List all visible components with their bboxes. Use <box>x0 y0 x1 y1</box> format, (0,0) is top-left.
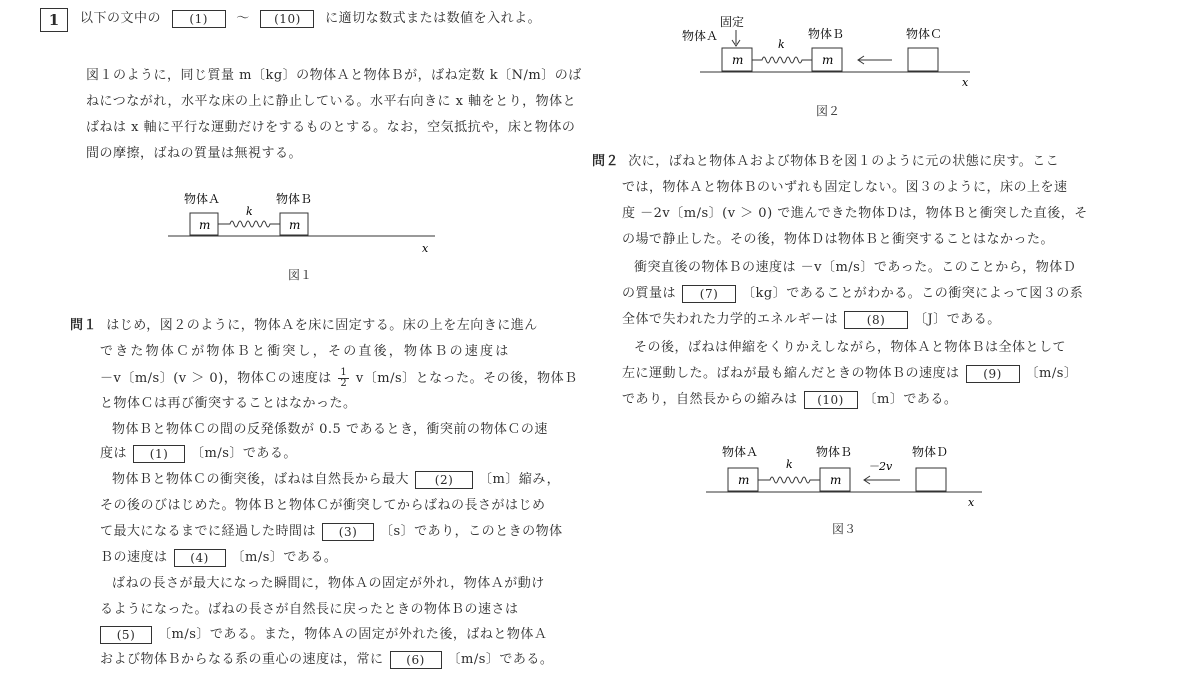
answer-box-last[interactable]: (10) <box>260 10 314 28</box>
q2-text-1: 次に，ばねと物体Ａおよび物体Ｂを図１のように元の状態に戻す。ここ <box>628 154 1060 169</box>
fig3-caption: 図３ <box>832 522 857 536</box>
answer-box-4[interactable]: (4) <box>174 549 226 567</box>
q1-line-7 <box>112 470 560 490</box>
setup-line-4: 間の摩擦，ばねの質量は無視する。 <box>86 146 303 161</box>
fig2-mass-a: m <box>732 53 744 67</box>
q1-text-10a: Ｂの速度は <box>100 550 168 565</box>
q2-text-9b: 〔m/s〕 <box>1025 366 1078 381</box>
answer-box-8[interactable]: (8) <box>844 311 908 329</box>
q2-line-2: では，物体Ａと物体Ｂのいずれも固定しない。図３のように，床の上を速 <box>622 180 1068 195</box>
setup-line-3: ばねは x 軸に平行な運動だけをするものとする。なお，空気抵抗や，床と物体の <box>86 120 576 135</box>
q1-line-3 <box>100 368 578 389</box>
instruction <box>80 9 541 29</box>
fig2-mass-b: m <box>822 53 834 67</box>
tilde: 〜 <box>236 11 250 26</box>
problem-number: 1 <box>40 8 68 32</box>
q1-line-2: できた物体Ｃが物体Ｂと衝突し，その直後，物体Ｂの速度は <box>100 344 511 359</box>
answer-box-1[interactable]: (1) <box>133 445 185 463</box>
answer-box-5[interactable]: (5) <box>100 626 152 644</box>
q1-label: 問１ <box>70 318 98 333</box>
fraction-denominator: 2 <box>340 378 348 389</box>
q2-line-5: 衝突直後の物体Ｂの速度は －v〔m/s〕であった。このことから，物体Ｄ <box>634 260 1077 275</box>
q1-text-9a: て最大になるまでに経過した時間は <box>100 524 317 539</box>
fig2-spring-label: k <box>778 38 785 51</box>
q1-text-3b: v〔m/s〕となった。その後，物体Ｂ <box>355 371 578 386</box>
fig2-label-c: 物体Ｃ <box>906 27 943 41</box>
q1-line-6 <box>100 444 297 464</box>
q1-text-7a: 物体Ｂと物体Ｃの衝突後，ばねは自然長から最大 <box>112 472 410 487</box>
fig3-label-b: 物体Ｂ <box>816 445 853 459</box>
fig2-axis-label: x <box>962 76 969 89</box>
q2-line-6 <box>622 284 1083 304</box>
answer-box-6[interactable]: (6) <box>390 651 442 669</box>
answer-box-3[interactable]: (3) <box>322 523 374 541</box>
q2-label: 問２ <box>592 154 620 169</box>
q1-text-14b: 〔m/s〕である。 <box>447 652 554 667</box>
fig1-caption: 図１ <box>288 268 313 282</box>
q2-text-9a: 左に運動した。ばねが最も縮んだときの物体Ｂの速度は <box>622 366 960 381</box>
fig2-spring <box>752 57 812 63</box>
fig1-spring <box>218 221 280 227</box>
fig2-block-c <box>908 48 938 71</box>
q1-line-11: ばねの長さが最大になった瞬間に，物体Ａの固定が外れ，物体Ａが動け <box>112 576 545 591</box>
q2-text-10a: であり，自然長からの縮みは <box>622 392 798 407</box>
fig2-fixed-label: 固定 <box>720 15 745 29</box>
q2-line-7 <box>622 310 1001 330</box>
q1-line-9 <box>100 522 563 542</box>
fig3-spring-label: k <box>786 458 793 471</box>
answer-box-7[interactable]: (7) <box>682 285 736 303</box>
q1-line-12: るようになった。ばねの長さが自然長に戻ったときの物体Ｂの速さは <box>100 602 519 617</box>
figure-2-diagram <box>670 10 980 90</box>
fig1-label-a: 物体Ａ <box>184 192 221 206</box>
q2-line-10 <box>622 390 957 410</box>
instruction-prefix: 以下の文中の <box>80 11 162 26</box>
q2-line-9 <box>622 364 1077 384</box>
q1-text-6b: 〔m/s〕である。 <box>191 446 297 461</box>
q1-line-5: 物体Ｂと物体Ｃの間の反発係数が 0.5 であるとき，衝突前の物体Ｃの速 <box>112 422 548 437</box>
fraction-numerator: 1 <box>340 367 348 378</box>
q1-text-3a: －v〔m/s〕(v ＞ 0)，物体Ｃの速度は <box>100 371 332 386</box>
q2-text-7a: 全体で失われた力学的エネルギーは <box>622 312 839 327</box>
q2-text-6b: 〔kg〕であることがわかる。この衝突によって図３の系 <box>742 286 1084 301</box>
q1-text-14a: および物体Ｂからなる系の重心の速度は，常に <box>100 652 384 667</box>
q1-text-7b: 〔m〕縮み， <box>479 472 561 487</box>
fig3-spring <box>758 477 820 483</box>
q1-line-1 <box>70 316 538 336</box>
fig2-label-a: 物体Ａ <box>682 29 719 43</box>
fig3-block-d <box>916 468 946 491</box>
fig2-caption: 図２ <box>816 104 841 118</box>
answer-box-2[interactable]: (2) <box>415 471 473 489</box>
answer-box-first[interactable]: (1) <box>172 10 226 28</box>
q2-text-7b: 〔J〕である。 <box>914 312 1001 327</box>
setup-line-1: 図１のように，同じ質量 m〔kg〕の物体Ａと物体Ｂが，ばね定数 k〔N/m〕のば <box>86 68 582 83</box>
instruction-suffix: に適切な数式または数値を入れよ。 <box>325 11 542 26</box>
q2-text-6a: の質量は <box>622 286 677 301</box>
q1-line-14 <box>100 650 553 670</box>
q1-text-9b: 〔s〕であり，このときの物体 <box>380 524 563 539</box>
q2-text-10b: 〔m〕である。 <box>863 392 958 407</box>
fig1-mass-a: m <box>199 218 211 232</box>
fig3-velocity-label: －2v <box>868 460 893 473</box>
fig1-spring-label: k <box>246 205 253 218</box>
q2-line-1 <box>592 152 1059 172</box>
q1-text-6a: 度は <box>100 446 128 461</box>
fig2-label-b: 物体Ｂ <box>808 27 845 41</box>
q1-line-4: と物体Ｃは再び衝突することはなかった。 <box>100 396 357 411</box>
fig1-mass-b: m <box>289 218 301 232</box>
q2-line-8: その後，ばねは伸縮をくりかえしながら，物体Ａと物体Ｂは全体として <box>634 340 1067 355</box>
q1-text-10b: 〔m/s〕である。 <box>231 550 338 565</box>
figure-3-diagram <box>700 440 990 512</box>
answer-box-10[interactable]: (10) <box>804 391 858 409</box>
fig3-mass-b: m <box>830 473 842 487</box>
q1-line-8: その後のびはじめた。物体Ｂと物体Ｃが衝突してからばねの長さがはじめ <box>100 498 546 513</box>
q1-line-10 <box>100 548 337 568</box>
q1-text-13b: 〔m/s〕である。また，物体Ａの固定が外れた後，ばねと物体Ａ <box>158 627 548 642</box>
fraction-one-half <box>338 368 349 389</box>
fig3-label-a: 物体Ａ <box>722 445 759 459</box>
fig1-axis-label: x <box>422 242 429 255</box>
fig1-label-b: 物体Ｂ <box>276 192 313 206</box>
fig3-label-d: 物体Ｄ <box>912 445 949 459</box>
setup-line-2: ねにつながれ，水平な床の上に静止している。水平右向きに x 軸をとり，物体と <box>86 94 577 109</box>
figure-1-diagram <box>160 190 450 260</box>
answer-box-9[interactable]: (9) <box>966 365 1020 383</box>
q1-line-13 <box>100 625 547 645</box>
fig3-mass-a: m <box>738 473 750 487</box>
q1-text-1: はじめ，図２のように，物体Ａを床に固定する。床の上を左向きに進ん <box>106 318 538 333</box>
fig3-axis-label: x <box>968 496 975 509</box>
q2-line-3: 度 －2v〔m/s〕(v ＞ 0) で進んできた物体Ｄは，物体Ｂと衝突した直後，そ <box>622 206 1088 221</box>
q2-line-4: の場で静止した。その後，物体Ｄは物体Ｂと衝突することはなかった。 <box>622 232 1055 247</box>
